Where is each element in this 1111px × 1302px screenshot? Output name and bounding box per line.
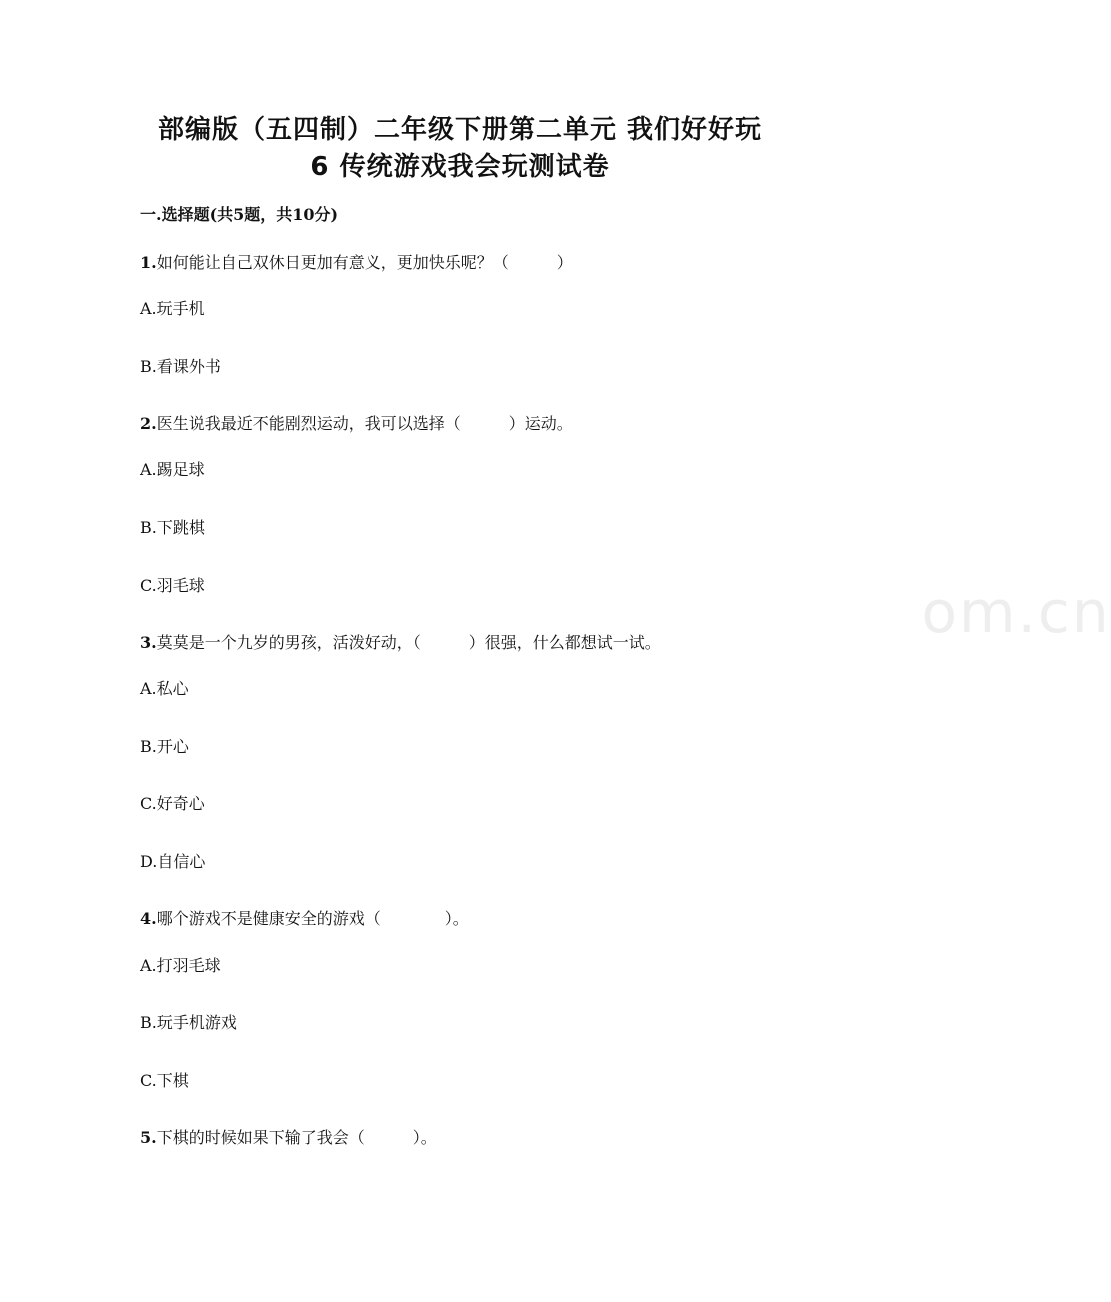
question-2 [140,413,573,435]
question-5 [140,1127,437,1149]
watermark: www.zixin.com.cn [560,578,1111,646]
question-1-option-b[interactable]: B.看课外书 [140,357,221,376]
question-2-option-c[interactable]: C.羽毛球 [140,576,205,595]
question-number: 4. [140,909,157,928]
document-title-line-1: 部编版（五四制）二年级下册第二单元 我们好好玩 [157,115,763,145]
question-number: 2. [140,414,157,433]
question-3 [140,632,661,654]
question-4-option-c[interactable]: C.下棋 [140,1071,189,1090]
question-4 [140,908,469,930]
question-text: 下棋的时候如果下输了我会（ ）。 [156,1128,437,1147]
question-3-option-b[interactable]: B.开心 [140,737,189,756]
question-3-option-c[interactable]: C.好奇心 [140,794,205,813]
question-2-option-b[interactable]: B.下跳棋 [140,518,205,537]
question-text: 如何能让自己双休日更加有意义，更加快乐呢？（ ） [156,253,573,272]
question-3-option-a[interactable]: A.私心 [140,679,189,698]
document-title-line-2: 6 传统游戏我会玩测试卷 [310,152,610,182]
question-1 [140,252,573,274]
question-number: 1. [140,253,157,272]
question-text: 医生说我最近不能剧烈运动，我可以选择（ ）运动。 [156,414,573,433]
question-text: 莫莫是一个九岁的男孩，活泼好动，（ ）很强，什么都想试一试。 [156,633,661,652]
question-number: 5. [140,1128,157,1147]
question-text: 哪个游戏不是健康安全的游戏（ ）。 [156,909,469,928]
question-number: 3. [140,633,157,652]
question-4-option-a[interactable]: A.打羽毛球 [140,956,221,975]
question-2-option-a[interactable]: A.踢足球 [140,460,205,479]
question-4-option-b[interactable]: B.玩手机游戏 [140,1013,237,1032]
section-heading: 一.选择题(共5题，共10分) [140,205,339,224]
question-3-option-d[interactable]: D.自信心 [140,852,206,871]
question-1-option-a[interactable]: A.玩手机 [140,299,205,318]
